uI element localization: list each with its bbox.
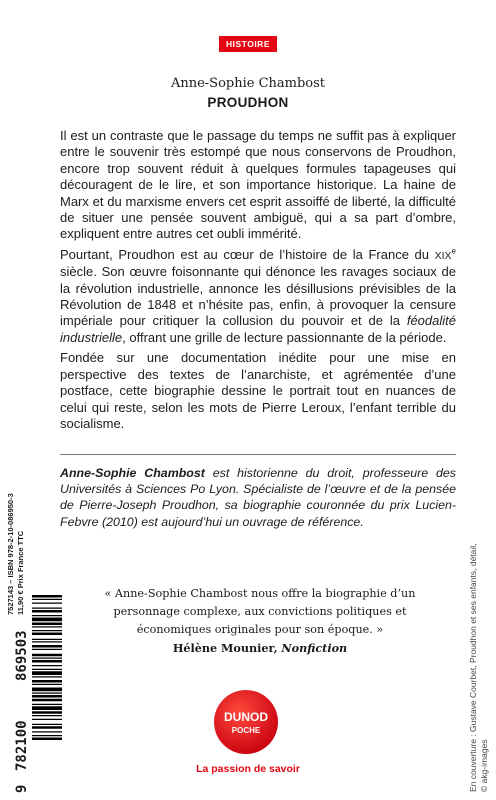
cover-credit xyxy=(466,543,496,792)
barcode-digit-first: 9 xyxy=(14,784,30,793)
isbn-line: 7527143 – ISBN 978-2-10-086950-3 xyxy=(6,493,15,615)
barcode-digits-group-1: 782100 xyxy=(14,720,30,771)
quote-source-name: Hélène Mounier, xyxy=(172,641,282,655)
blurb xyxy=(60,128,456,436)
bio-author-name: Anne-Sophie Chambost xyxy=(60,466,205,480)
book-author: Anne-Sophie Chambost xyxy=(170,76,326,91)
quote-source-publication: Nonfiction xyxy=(281,641,348,655)
century-numeral: XIX xyxy=(434,249,452,262)
credit-line-2: © akg-images xyxy=(479,739,489,792)
blurb-text: Pourtant, Proudhon est au cœur de l’histoire de la France du xyxy=(60,246,435,262)
blurb-text: , offrant une grille de lecture passionnante de la période. xyxy=(122,329,447,345)
series-tag: HISTOIRE xyxy=(219,36,277,52)
author-bio xyxy=(60,465,456,530)
book-title: PROUDHON xyxy=(207,95,289,110)
logo-publisher: DUNOD xyxy=(224,710,268,724)
quote-text: « Anne-Sophie Chambost nous offre la biographie d’un personnage complexe, aux convictions politiques et économiques originales pour son époque. » xyxy=(104,587,416,636)
dunod-poche-logo xyxy=(212,688,280,756)
blurb-paragraph-1: Il est un contraste que le passage du temps ne suffit pas à expliquer entre le souvenir très estompé que nous conservons de Proudhon, encore trop souvent réduit à quelques formules tapageuses qui découragent de le lire, et son importance historique. La haine de Marx et du marxisme envers cet esprit assoiffé de liberté, la difficulté de situer une pensée souvent ambiguë, qui a sa part d’ombre, expliquent entre autres cet oubli immérité. xyxy=(60,128,456,242)
blurb-paragraph-2 xyxy=(60,247,456,346)
quote-source xyxy=(90,639,430,657)
credit-line-1: En couverture : Gustave Courbet, Proudhon et ses enfants, détail, xyxy=(468,543,478,792)
century-suffix: e xyxy=(451,246,456,256)
press-quote xyxy=(90,585,430,657)
bio-text: est historienne du droit, professeure des Universités à Sciences Po Lyon. Spécialiste de l’œuvre et de la pensée de Pierre-Joseph Proudhon, sa biographie couronnée du prix Lucien-Febvre (2010) est aujourd’hui un ouvrage de référence. xyxy=(60,466,456,529)
blurb-paragraph-3: Fondée sur une documentation inédite pour une mise en perspective des textes de l’anarchiste, et agrémentée d’une postface, cette biographie dessine le portrait tout en nuances de celui qui reste, selon les mots de Pierre Leroux, l’enfant terrible du socialisme. xyxy=(60,350,456,431)
barcode-digits-group-2: 869503 xyxy=(14,630,30,681)
publisher-tagline: La passion de savoir xyxy=(196,763,300,775)
blurb-text: siècle. Son œuvre foisonnante qui dénonce les ravages sociaux de la révolution industrielle, annonce les désillusions prévisibles de la Révolution de 1848 et n’hésite pas, enfin, à provoquer la censure impériale pour critiquer la collusion du pouvoir et de la xyxy=(60,264,456,329)
price-line: 11,90 € Prix France TTC xyxy=(16,530,25,615)
logo-collection: POCHE xyxy=(231,726,261,735)
emphasis-text: féodalité industrielle xyxy=(60,313,456,345)
divider xyxy=(60,454,456,455)
